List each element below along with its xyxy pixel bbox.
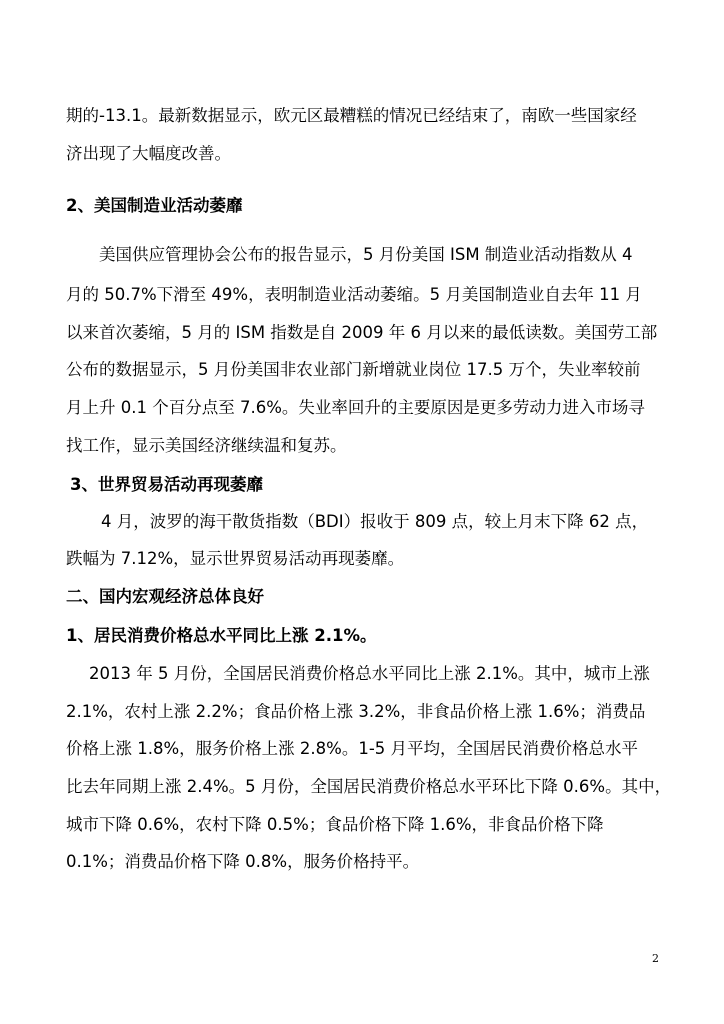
paragraph-line: 4 月，波罗的海干散货指数（BDI）报收于 809 点，较上月末下降 62 点， [101, 512, 649, 531]
paragraph-line: 价格上涨 1.8%，服务价格上涨 2.8%。1-5 月平均，全国居民消费价格总水平 [66, 739, 639, 758]
section-heading: 二、国内宏观经济总体良好 [66, 587, 264, 606]
paragraph-line: 济出现了大幅度改善。 [66, 144, 231, 163]
paragraph-line: 城市下降 0.6%，农村下降 0.5%；食品价格下降 1.6%，非食品价格下降 [66, 815, 604, 834]
paragraph-line: 期的-13.1。最新数据显示，欧元区最糟糕的情况已经结束了，南欧一些国家经 [66, 106, 637, 125]
paragraph-line: 月上升 0.1 个百分点至 7.6%。失业率回升的主要原因是更多劳动力进入市场寻 [66, 398, 645, 417]
section-heading: 2、美国制造业活动萎靡 [66, 196, 243, 215]
paragraph-line: 2.1%，农村上涨 2.2%；食品价格上涨 3.2%，非食品价格上涨 1.6%；消费品 [66, 702, 646, 721]
paragraph-line: 找工作，显示美国经济继续温和复苏。 [66, 436, 347, 455]
section-heading: 3、世界贸易活动再现萎靡 [70, 475, 263, 494]
paragraph-line: 美国供应管理协会公布的报告显示，5 月份美国 ISM 制造业活动指数从 4 [99, 245, 633, 264]
paragraph-line: 2013 年 5 月份，全国居民消费价格总水平同比上涨 2.1%。其中，城市上涨 [89, 664, 650, 683]
paragraph-line: 比去年同期上涨 2.4%。5 月份，全国居民消费价格总水平环比下降 0.6%。其中， [66, 777, 672, 796]
page-number: 2 [652, 952, 659, 965]
paragraph-line: 跌幅为 7.12%，显示世界贸易活动再现萎靡。 [66, 549, 405, 568]
paragraph-line: 以来首次萎缩，5 月的 ISM 指数是自 2009 年 6 月以来的最低读数。美国劳工部 [66, 323, 658, 342]
paragraph-line: 月的 50.7%下滑至 49%，表明制造业活动萎缩。5 月美国制造业自去年 11 月 [66, 285, 642, 304]
paragraph-line: 0.1%；消费品价格下降 0.8%，服务价格持平。 [66, 852, 420, 871]
paragraph-line: 公布的数据显示，5 月份美国非农业部门新增就业岗位 17.5 万个，失业率较前 [66, 360, 641, 379]
section-heading: 1、居民消费价格总水平同比上涨 2.1%。 [66, 626, 377, 645]
